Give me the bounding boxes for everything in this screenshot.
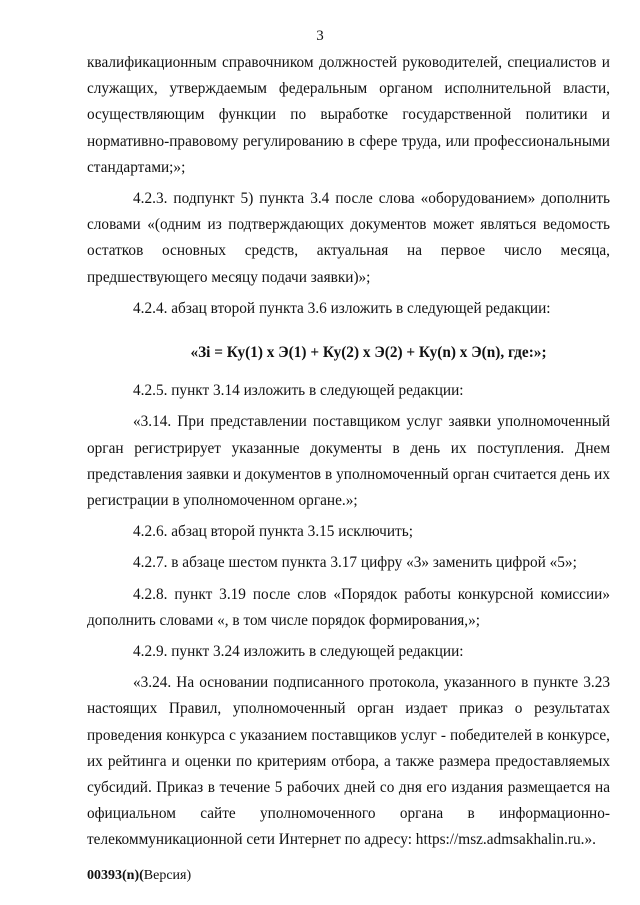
paragraph-continuation: квалификационным справочником должностей руководителей, специалистов и служащих, утверждаемым федеральным органом исполнительной власти, осуществляющим функции по выработке государственной политики и нормативно-правовому регулированию в сфере труда, или профессиональными стандартами;»;: [87, 54, 610, 176]
paragraph-4-2-6: 4.2.6. абзац второй пункта 3.15 исключить;: [133, 523, 413, 541]
document-footer: [87, 868, 191, 884]
paragraph-4-2-7: 4.2.7. в абзаце шестом пункта 3.17 цифру «3» заменить цифрой «5»;: [133, 554, 577, 572]
page-number: 3: [316, 28, 324, 44]
paragraph-4-2-4: 4.2.4. абзац второй пункта 3.6 изложить в следующей редакции:: [133, 299, 551, 317]
formula: «Зi = Ку(1) х Э(1) + Ку(2) х Э(2) + Ку(n) х Э(n), где:»;: [190, 344, 547, 362]
paragraph-4-2-3: 4.2.3. подпункт 5) пункта 3.4 после слова «оборудованием» дополнить словами «(одним из подтверждающих документов может являться ведомость остатков основных средств, актуальная на первое число месяца, предшествующего месяцу подачи заявки)»;: [87, 190, 610, 286]
document-body: [87, 50, 610, 854]
paragraph-4-2-5: 4.2.5. пункт 3.14 изложить в следующей редакции:: [133, 382, 464, 400]
paragraph-3-24-text: «3.24. На основании подписанного протокола, указанного в пункте 3.23 настоящих Правил, уполномоченный орган издает приказ о результатах проведения конкурса с указанием поставщиков услуг - победителей в конкурсе, их рейтинга и оценки по критериям отбора, а также размера предоставляемых субсидий. Приказ в течение 5 рабочих дней со дня его издания размещается на официальном сайте уполномоченного органа в информационно-телекоммуникационной сети Интернет по адресу: https://msz.admsakhalin.ru.».: [87, 674, 610, 849]
footer-version: Версия): [143, 868, 192, 883]
paragraph-4-2-8: 4.2.8. пункт 3.19 после слов «Порядок работы конкурсной комиссии» дополнить словами «, в том числе порядок формирования,»;: [87, 585, 610, 629]
paragraph-4-2-9: 4.2.9. пункт 3.24 изложить в следующей редакции:: [133, 643, 464, 661]
paragraph-3-14-text: «3.14. При представлении поставщиком услуг заявки уполномоченный орган регистрирует указанные документы в день их поступления. Днем представления заявки и документов в уполномоченный орган считается день их регистрации в уполномоченном органе.»;: [87, 413, 610, 510]
footer-code: 00393(n)(: [87, 868, 144, 883]
